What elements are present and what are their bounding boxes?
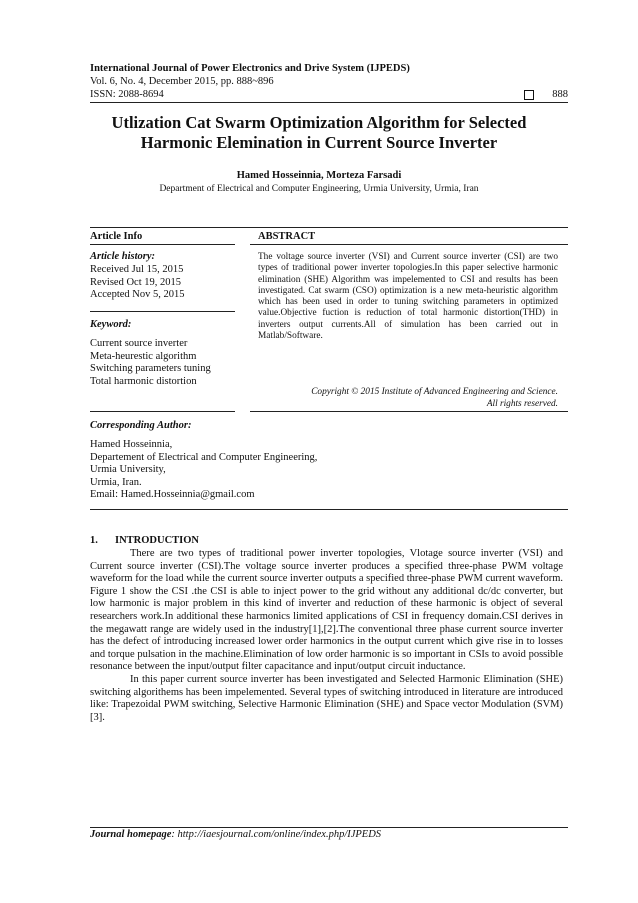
corresponding-details — [90, 439, 317, 502]
journal-homepage — [90, 829, 381, 840]
homepage-label: Journal homepage — [90, 829, 172, 840]
history-revised: Revised Oct 19, 2015 — [90, 276, 181, 288]
abstract-heading-rule — [250, 244, 568, 245]
corresponding-university: Urmia University, — [90, 464, 166, 475]
keyword-heading: Keyword: — [90, 319, 132, 330]
copyright-notice — [258, 387, 558, 410]
title-line-2: Harmonic Elemination in Current Source Inverter — [140, 133, 498, 152]
copyright-line-1: Copyright © 2015 Institute of Advanced Engineering and Science. — [311, 387, 558, 397]
info-top-rule — [90, 227, 568, 228]
abstract-heading: ABSTRACT — [258, 231, 316, 242]
abstract-text: The voltage source inverter (VSI) and Current source inverter (CSI) are two types of traditional power inverter topologies.In this paper selective harmonic elimination (SHE) Algorithm was impelemented to CSI and results has been investigated. Cat swarm (CSO) optimization is a new meta-heuristic algorithm which has been used in order to tuning switching parameters in optimized value.Objective fuction is reduction of total harmonic distortion(THD) in inverters output currents.All of simulation has been carried out in Matlab/Software. — [258, 252, 558, 342]
corresponding-name: Hamed Hosseinnia, — [90, 439, 173, 450]
introduction-body — [90, 548, 563, 724]
history-accepted: Accepted Nov 5, 2015 — [90, 289, 185, 300]
title-line-1: Utlization Cat Swarm Optimization Algorithm for Selected — [111, 113, 527, 132]
keyword-item: Switching parameters tuning — [90, 363, 211, 374]
paragraph: In this paper current source inverter has been investigated and Selected Harmonic Elimination (SHE) switching algorithems has been impelemented. Several types of switching introduced in literature are introduced like: Trapezoidal PWM switching, Selective Harmonic Elimination (SHE) and Space vector Modulation (SVM) [3]. — [90, 673, 563, 723]
corresponding-heading: Corresponding Author: — [90, 420, 192, 431]
keyword-item: Current source inverter — [90, 338, 188, 349]
keyword-list — [90, 338, 211, 388]
article-info-heading: Article Info — [90, 231, 143, 242]
corresponding-bottom-rule — [90, 509, 568, 510]
checkbox-icon — [524, 90, 534, 100]
page-number: 888 — [552, 89, 568, 100]
authors: Hamed Hosseinnia, Morteza Farsadi — [236, 170, 402, 181]
article-history — [90, 264, 184, 302]
corresponding-email: Email: Hamed.Hosseinnia@gmail.com — [90, 489, 255, 500]
history-received: Received Jul 15, 2015 — [90, 264, 184, 275]
homepage-url[interactable]: : http://iaesjournal.com/online/index.php/IJPEDS — [171, 829, 382, 840]
keyword-item: Meta-heurestic algorithm — [90, 350, 197, 362]
section-number: 1. — [90, 535, 98, 546]
corresponding-city: Urmia, Iran. — [90, 476, 142, 488]
department: Department of Electrical and Computer Engineering, Urmia University, Urmia, Iran — [159, 184, 479, 194]
paragraph: There are two types of traditional power inverter topologies, Vlotage source inverter (VSI) and Current source inverter (CSI).The voltage source inverter produces a specified three-phase PWM voltage waveform for the load while the current source inverter outputs a specified three-phase PWM current waveform. Figure 1 show the CSI .the CSI is able to inject power to the grid without any additional dc/dc converter, but low harmonic is major problem in this kind of inverter and reduction of these harmonic is object of several researchers work.In additional these harmonics limited applications of CSI in frequency domain.CSI derives in the megawatt range are widely used in the industry[1],[2].The conventional three phase current source inverter has the defect of introducing increased lower order harmonics in the output current which give rise in to losses and torque pulsation in the machine.Elimination of low order harmonic is so important in CSIs to avoid possible resonance between the input/output filter capacitance and input/output circuit inductance. — [90, 548, 563, 673]
journal-header — [90, 62, 410, 88]
introduction-heading — [90, 535, 199, 546]
paper-title — [70, 113, 568, 153]
corresponding-department: Departement of Electrical and Computer Engineering, — [90, 451, 318, 463]
keyword-rule — [90, 311, 235, 312]
footer-rule — [90, 827, 568, 828]
header-divider — [90, 102, 568, 103]
journal-name: International Journal of Power Electronics and Drive System (IJPEDS) — [90, 63, 410, 74]
info-heading-rule — [90, 244, 235, 245]
issn: ISSN: 2088-8694 — [90, 89, 164, 100]
section-title: INTRODUCTION — [115, 535, 200, 546]
info-bottom-rule — [90, 411, 235, 412]
history-heading: Article history: — [90, 251, 156, 262]
abstract-bottom-rule — [250, 411, 568, 412]
journal-volume: Vol. 6, No. 4, December 2015, pp. 888~896 — [90, 76, 274, 87]
issn-line — [90, 88, 568, 101]
keyword-item: Total harmonic distortion — [90, 375, 197, 387]
copyright-line-2: All rights reserved. — [486, 398, 558, 409]
